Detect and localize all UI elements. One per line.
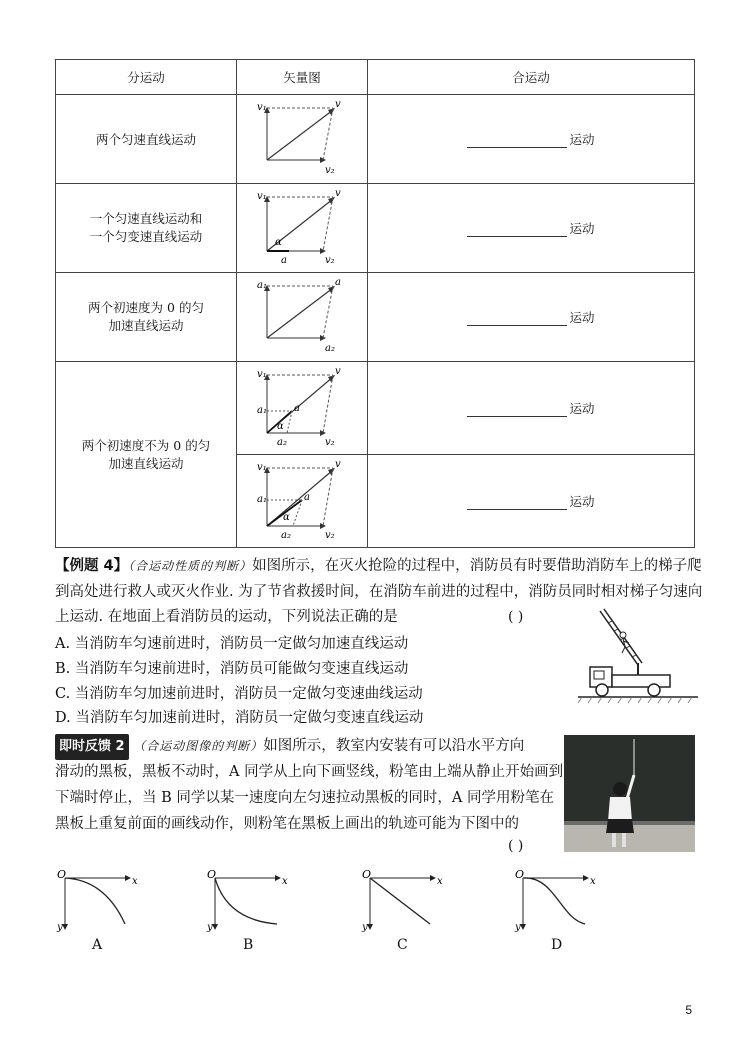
graph-d-origin: O bbox=[515, 868, 525, 881]
row2-component: 一个匀速直线运动和一个匀变速直线运动 bbox=[56, 184, 237, 273]
svg-text:a: a bbox=[294, 402, 300, 414]
graph-a bbox=[56, 868, 138, 933]
graph-a-origin: O bbox=[57, 868, 67, 881]
svg-text:a₁: a₁ bbox=[257, 404, 267, 416]
graph-a-x: x bbox=[132, 876, 138, 887]
row3-vector-diagram bbox=[237, 273, 368, 362]
example4-option-a: A. 当消防车匀速前进时，消防员一定做匀加速直线运动 bbox=[55, 636, 409, 652]
svg-text:v: v bbox=[335, 365, 341, 377]
row2-vector-diagram bbox=[237, 184, 368, 273]
graph-c bbox=[361, 868, 443, 933]
graph-d bbox=[514, 868, 596, 933]
feedback2-tag: 即时反馈 2 bbox=[55, 734, 129, 760]
svg-text:a: a bbox=[281, 254, 287, 266]
svg-text:v₂: v₂ bbox=[325, 254, 335, 266]
vector-diagram-3 bbox=[247, 276, 357, 356]
svg-text:v₁: v₁ bbox=[257, 101, 267, 113]
graph-label-a: A bbox=[92, 937, 103, 953]
example4-note: （合运动性质的判断） bbox=[128, 559, 253, 573]
fire-truck-illustration bbox=[578, 605, 698, 707]
graph-c-y: y bbox=[362, 922, 368, 933]
graph-label-c: C bbox=[397, 937, 408, 953]
row1-result: 运动 bbox=[368, 95, 695, 184]
svg-text:a₁: a₁ bbox=[257, 493, 267, 505]
graph-b-x: x bbox=[282, 876, 288, 887]
svg-text:a: a bbox=[304, 491, 310, 503]
svg-text:α: α bbox=[283, 511, 290, 523]
example4-tag: 【例题 4】 bbox=[55, 558, 129, 574]
row4b-vector-diagram bbox=[237, 455, 368, 548]
graph-b-origin: O bbox=[207, 868, 217, 881]
header-component: 分运动 bbox=[56, 60, 237, 95]
header-vector: 矢量图 bbox=[237, 60, 368, 95]
svg-text:v₂: v₂ bbox=[325, 164, 335, 176]
row4a-vector-diagram bbox=[237, 362, 368, 455]
example4-line2: 到高处进行救人或灭火作业. 为了节省救援时间，在消防车前进的过程中，消防员同时相对梯子匀速向 bbox=[55, 584, 703, 600]
vector-diagram-4b bbox=[247, 458, 357, 542]
row2-result: 运动 bbox=[368, 184, 695, 273]
example4-option-d: D. 当消防车匀加速前进时，消防员一定做匀变速直线运动 bbox=[55, 710, 424, 726]
svg-text:a₂: a₂ bbox=[325, 342, 335, 354]
svg-text:v₂: v₂ bbox=[325, 529, 335, 541]
svg-text:α: α bbox=[275, 236, 282, 248]
row4b-result: 运动 bbox=[368, 455, 695, 548]
header-result: 合运动 bbox=[368, 60, 695, 95]
graph-b-y: y bbox=[207, 922, 213, 933]
row4a-result: 运动 bbox=[368, 362, 695, 455]
vector-diagram-4a bbox=[247, 365, 357, 449]
example4-option-c: C. 当消防车匀加速前进时，消防员一定做匀变速曲线运动 bbox=[55, 686, 423, 702]
vector-diagram-1 bbox=[247, 98, 357, 178]
graph-d-y: y bbox=[515, 922, 521, 933]
page-number: 5 bbox=[685, 1003, 692, 1017]
svg-text:a₂: a₂ bbox=[277, 436, 287, 448]
example4-line1: 【例题 4】（合运动性质的判断）如图所示，在灭火抢险的过程中，消防员有时要借助消防车上的梯子爬 bbox=[55, 558, 702, 574]
svg-text:v: v bbox=[335, 98, 341, 110]
graph-a-y: y bbox=[57, 922, 63, 933]
graph-label-d: D bbox=[551, 937, 563, 953]
row1-vector-diagram bbox=[237, 95, 368, 184]
example4-answer-paren: ( ) bbox=[508, 609, 524, 625]
graph-label-b: B bbox=[243, 937, 254, 953]
example4-line3: 上运动. 在地面上看消防员的运动，下列说法正确的是 bbox=[55, 609, 398, 625]
svg-text:α: α bbox=[277, 420, 284, 432]
graph-c-x: x bbox=[437, 876, 443, 887]
feedback2-note: （合运动图像的判断） bbox=[133, 739, 264, 753]
row4-component: 两个初速度不为 0 的匀加速直线运动 bbox=[56, 362, 237, 548]
row3-result: 运动 bbox=[368, 273, 695, 362]
row3-component: 两个初速度为 0 的匀加速直线运动 bbox=[56, 273, 237, 362]
classroom-blackboard-photo bbox=[564, 735, 695, 852]
motion-composition-table bbox=[55, 59, 695, 548]
svg-text:v₁: v₁ bbox=[257, 461, 267, 473]
svg-text:a: a bbox=[335, 276, 341, 288]
example4-option-b: B. 当消防车匀速前进时，消防员可能做匀变速直线运动 bbox=[55, 661, 409, 677]
svg-text:v₂: v₂ bbox=[325, 436, 335, 448]
graph-b bbox=[206, 868, 288, 933]
vector-diagram-2 bbox=[247, 187, 357, 267]
svg-text:v: v bbox=[335, 187, 341, 199]
row1-component: 两个匀速直线运动 bbox=[56, 95, 237, 184]
graph-c-origin: O bbox=[362, 868, 372, 881]
feedback2-answer-paren: ( ) bbox=[508, 838, 524, 854]
feedback2-line4: 黑板上重复前面的画线动作，则粉笔在黑板上画出的轨迹可能为下图中的 bbox=[55, 816, 519, 832]
trajectory-graphs bbox=[55, 868, 695, 958]
feedback2-line2: 滑动的黑板，黑板不动时，A 同学从上向下画竖线，粉笔由上端从静止开始画到 bbox=[55, 764, 564, 780]
feedback2-line1: 即时反馈 2 （合运动图像的判断）如图所示，教室内安装有可以沿水平方向 bbox=[55, 734, 524, 760]
svg-text:v₁: v₁ bbox=[257, 190, 267, 202]
svg-text:a₂: a₂ bbox=[281, 529, 291, 541]
feedback2-line3: 下端时停止，当 B 同学以某一速度向左匀速拉动黑板的同时，A 同学用粉笔在 bbox=[55, 790, 554, 806]
svg-text:v: v bbox=[335, 458, 341, 470]
graph-d-x: x bbox=[590, 876, 596, 887]
svg-text:v₁: v₁ bbox=[257, 368, 267, 380]
svg-text:a₁: a₁ bbox=[257, 279, 267, 291]
